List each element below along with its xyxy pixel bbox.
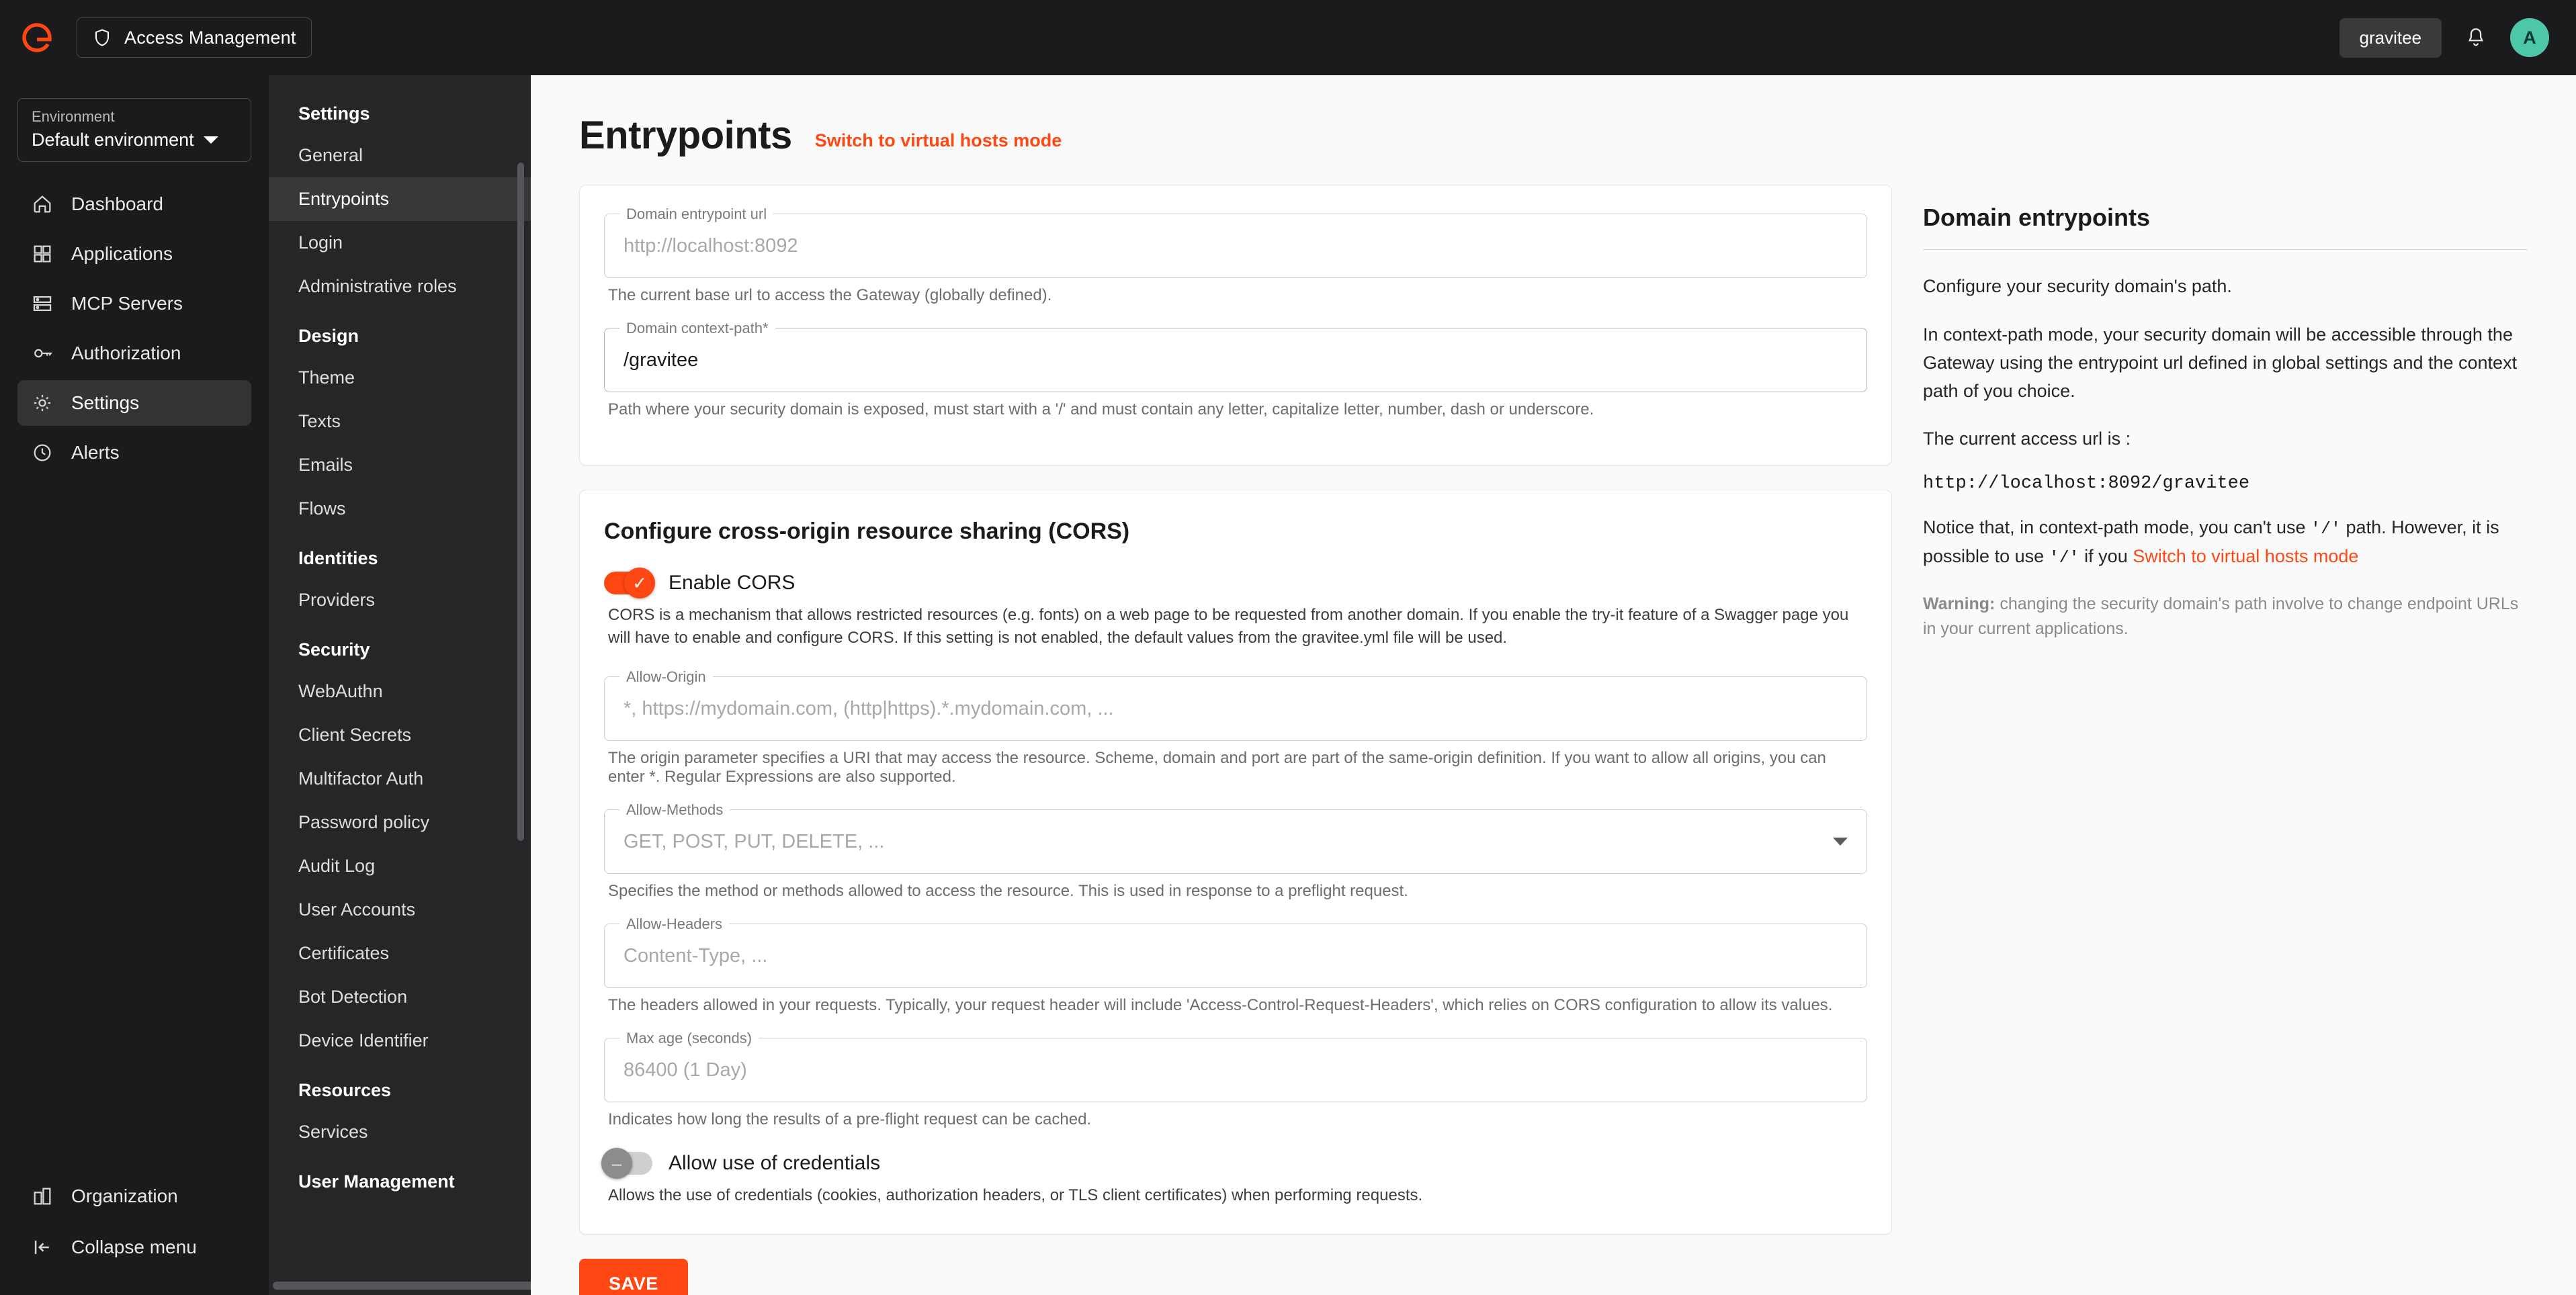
max-age-legend: Max age (seconds) xyxy=(619,1030,759,1047)
top-bar-right xyxy=(2339,18,2550,58)
domain-entrypoint-url-input[interactable] xyxy=(604,206,1867,278)
cors-card xyxy=(579,490,1892,1235)
help-notice-prefix: Notice that, in context-path mode, you can't use xyxy=(1923,517,2306,538)
allow-credentials-toggle[interactable] xyxy=(604,1152,652,1175)
submenu-item-emails[interactable]: Emails xyxy=(298,455,353,475)
submenu-group-security: Security xyxy=(298,639,370,660)
help-warning-text: changing the security domain's path involve to change endpoint URLs in your current applications. xyxy=(1923,594,2519,639)
app-shell xyxy=(0,75,2576,1295)
allow-credentials-description: Allows the use of credentials (cookies, authorization headers, or TLS client certificates) when performing requests. xyxy=(608,1186,1423,1205)
allow-origin-placeholder: *, https://mydomain.com, (http|https).*.mydomain.com, ... xyxy=(624,697,1114,719)
submenu-item-multifactor-auth[interactable]: Multifactor Auth xyxy=(298,768,424,789)
sidebar-bottom xyxy=(0,1168,269,1295)
allow-methods-placeholder: GET, POST, PUT, DELETE, ... xyxy=(624,830,885,852)
enable-cors-toggle[interactable] xyxy=(604,572,652,594)
environment-label: Environment xyxy=(32,108,115,125)
submenu-group-identities: Identities xyxy=(298,548,378,568)
dash-icon: – xyxy=(611,1153,622,1174)
page-header xyxy=(579,113,2528,158)
domain-entrypoint-url-field xyxy=(604,206,1867,322)
enable-cors-row xyxy=(604,572,1867,594)
clock-alert-icon xyxy=(31,441,54,464)
sidebar-item-applications[interactable] xyxy=(17,231,251,277)
domain-entrypoint-url-value: http://localhost:8092 xyxy=(624,234,798,257)
allow-headers-hint: The headers allowed in your requests. Typically, your request header will include 'Access-Control-Request-Headers', which relies on CORS configuration to allow its values. xyxy=(608,996,1833,1015)
submenu-group-user-management: User Management xyxy=(298,1171,455,1192)
collapse-icon xyxy=(31,1236,54,1259)
enable-cors-description: CORS is a mechanism that allows restricted resources (e.g. fonts) on a web page to be requested from another domain. If you enable the try-it feature of a Swagger page you will have to enable and configure CORS. If this setting is not enabled, the default values from the gravitee.yml file will be used. xyxy=(608,606,1849,648)
environment-value-row xyxy=(32,130,237,150)
help-panel-title: Domain entrypoints xyxy=(1923,204,2151,231)
submenu-item-flows[interactable]: Flows xyxy=(298,498,346,519)
domain-context-path-field xyxy=(604,320,1867,437)
submenu-item-password-policy[interactable]: Password policy xyxy=(298,812,430,832)
content-area xyxy=(531,75,2576,1295)
allow-methods-field xyxy=(604,801,1867,918)
product-badge[interactable] xyxy=(77,17,312,58)
submenu-item-audit-log[interactable]: Audit Log xyxy=(298,856,376,876)
save-button[interactable]: SAVE xyxy=(579,1259,688,1295)
allow-origin-hint: The origin parameter specifies a URI that may access the resource. Scheme, domain and port are part of the same-origin definition. If you want to allow all origins, you can enter *. Regular Expressions are also supported. xyxy=(608,749,1826,787)
organization-icon xyxy=(31,1185,54,1208)
page-title: Entrypoints xyxy=(579,114,792,157)
sidebar-item-collapse-menu[interactable] xyxy=(17,1224,251,1270)
domain-entrypoint-url-legend: Domain entrypoint url xyxy=(619,206,773,223)
max-age-hint: Indicates how long the results of a pre-flight request can be cached. xyxy=(608,1110,1092,1129)
help-notice-if: if you xyxy=(2084,545,2128,566)
sidebar-item-mcp-servers[interactable] xyxy=(17,281,251,326)
submenu-item-webauthn[interactable]: WebAuthn xyxy=(298,681,383,701)
divider xyxy=(1923,249,2528,250)
sidebar-item-label: Dashboard xyxy=(71,193,163,214)
environment-value: Default environment xyxy=(32,130,194,150)
chevron-down-icon xyxy=(1833,838,1848,846)
domain-context-path-hint: Path where your security domain is exposed, must start with a '/' and must contain any letter, capitalize letter, number, dash or underscore. xyxy=(608,400,1594,418)
submenu-item-login[interactable]: Login xyxy=(298,232,343,253)
allow-methods-select[interactable] xyxy=(604,801,1867,874)
allow-credentials-label: Allow use of credentials xyxy=(669,1152,881,1175)
content-columns xyxy=(579,185,2528,1295)
switch-to-virtual-hosts-mode-help-link[interactable]: Switch to virtual hosts mode xyxy=(2133,545,2359,566)
sidebar-item-label: MCP Servers xyxy=(71,293,183,314)
avatar[interactable]: A xyxy=(2510,18,2549,57)
submenu-item-services[interactable]: Services xyxy=(298,1122,368,1142)
help-notice xyxy=(1923,514,2528,572)
main-column xyxy=(579,185,1892,1295)
help-paragraph-2: In context-path mode, your security domain will be accessible through the Gateway using the entrypoint url defined in global settings and the context path of you choice. xyxy=(1923,324,2518,401)
submenu-item-providers[interactable]: Providers xyxy=(298,590,376,610)
home-icon xyxy=(31,193,54,216)
entrypoint-card xyxy=(579,185,1892,465)
max-age-placeholder: 86400 (1 Day) xyxy=(624,1059,747,1081)
allow-methods-legend: Allow-Methods xyxy=(619,801,730,819)
help-notice-mid: path. However, it is possible to use xyxy=(1923,517,2499,566)
gear-icon xyxy=(31,392,54,414)
organization-chip[interactable]: gravitee xyxy=(2339,18,2442,58)
submenu-group-design: Design xyxy=(298,326,359,346)
toggle-knob xyxy=(601,1148,632,1179)
current-access-url: http://localhost:8092/gravitee xyxy=(1923,474,2250,494)
submenu-item-theme[interactable]: Theme xyxy=(298,367,355,388)
chevron-down-icon xyxy=(204,136,218,144)
settings-submenu xyxy=(269,75,531,1295)
submenu-vertical-scrollbar[interactable] xyxy=(517,163,524,841)
allow-credentials-row xyxy=(604,1152,1867,1175)
environment-selector[interactable] xyxy=(17,98,251,162)
submenu-item-general[interactable]: General xyxy=(298,145,363,165)
domain-entrypoint-url-hint: The current base url to access the Gateway (globally defined). xyxy=(608,286,1052,304)
submenu-horizontal-scrollbar[interactable] xyxy=(273,1282,531,1290)
allow-headers-input[interactable] xyxy=(604,916,1867,988)
submenu-item-administrative-roles[interactable]: Administrative roles xyxy=(298,276,457,296)
domain-context-path-input[interactable] xyxy=(604,320,1867,392)
sidebar-spacer xyxy=(0,478,269,1168)
allow-origin-input[interactable] xyxy=(604,668,1867,741)
notification-bell-icon[interactable] xyxy=(2464,25,2487,50)
submenu-item-entrypoints[interactable]: Entrypoints xyxy=(269,177,531,221)
sidebar-item-label: Settings xyxy=(71,392,140,413)
sidebar-item-label: Applications xyxy=(71,243,173,264)
server-icon xyxy=(31,292,54,315)
submenu-group-resources: Resources xyxy=(298,1080,392,1100)
help-paragraph-1: Configure your security domain's path. xyxy=(1923,276,2232,296)
help-warning xyxy=(1923,592,2528,642)
domain-context-path-value: /gravitee xyxy=(624,349,699,371)
product-label: Access Management xyxy=(124,27,296,48)
max-age-input[interactable] xyxy=(604,1030,1867,1102)
sidebar-item-label: Organization xyxy=(71,1186,178,1206)
key-icon xyxy=(31,342,54,365)
sidebar-item-label: Authorization xyxy=(71,343,181,363)
help-panel xyxy=(1923,185,2528,642)
cors-card-title: Configure cross-origin resource sharing (CORS) xyxy=(604,519,1130,544)
submenu-item-certificates[interactable]: Certificates xyxy=(298,943,390,963)
sidebar-item-dashboard[interactable] xyxy=(17,181,251,227)
submenu-item-client-secrets[interactable]: Client Secrets xyxy=(298,725,412,745)
domain-context-path-legend: Domain context-path* xyxy=(619,320,775,337)
help-paragraph-3: The current access url is : xyxy=(1923,429,2131,449)
submenu-item-bot-detection[interactable]: Bot Detection xyxy=(298,987,408,1007)
shield-icon xyxy=(92,26,112,49)
sidebar-item-organization[interactable] xyxy=(17,1173,251,1219)
switch-to-virtual-hosts-mode-link[interactable]: Switch to virtual hosts mode xyxy=(814,130,1062,150)
allow-origin-legend: Allow-Origin xyxy=(619,668,713,686)
submenu-item-device-identifier[interactable]: Device Identifier xyxy=(298,1030,429,1051)
submenu-item-user-accounts[interactable]: User Accounts xyxy=(298,899,416,920)
gravitee-logo-icon[interactable] xyxy=(16,17,58,58)
help-warning-label: Warning: xyxy=(1923,594,1995,613)
sidebar-item-label: Collapse menu xyxy=(71,1237,197,1257)
submenu-group-settings: Settings xyxy=(298,103,370,124)
allow-origin-field xyxy=(604,668,1867,804)
primary-sidebar xyxy=(0,75,269,1295)
help-notice-code-1: '/' xyxy=(2311,519,2342,539)
sidebar-item-alerts[interactable] xyxy=(17,430,251,476)
check-icon: ✓ xyxy=(632,573,647,593)
sidebar-item-settings[interactable] xyxy=(17,380,251,426)
toggle-knob xyxy=(624,568,655,598)
max-age-field xyxy=(604,1030,1867,1147)
enable-cors-label: Enable CORS xyxy=(669,572,796,594)
allow-methods-hint: Specifies the method or methods allowed to access the resource. This is used in response to a preflight request. xyxy=(608,882,1408,901)
grid-icon xyxy=(31,242,54,265)
sidebar-item-authorization[interactable] xyxy=(17,330,251,376)
top-bar xyxy=(0,0,2576,75)
submenu-item-texts[interactable]: Texts xyxy=(298,411,341,431)
help-notice-code-2: '/' xyxy=(2049,547,2079,568)
sidebar-item-label: Alerts xyxy=(71,442,120,463)
allow-headers-legend: Allow-Headers xyxy=(619,916,729,933)
allow-headers-placeholder: Content-Type, ... xyxy=(624,944,768,967)
allow-headers-field xyxy=(604,916,1867,1032)
